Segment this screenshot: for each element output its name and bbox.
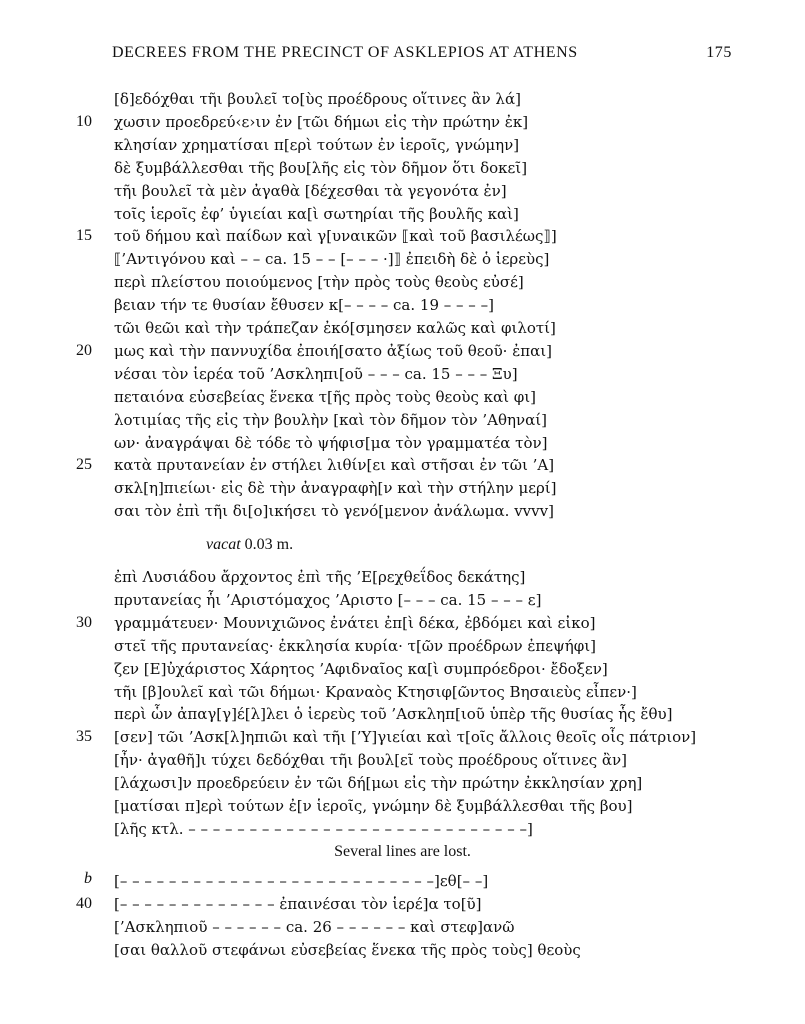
text-line [0, 409, 805, 431]
line-number: 15 [76, 227, 92, 245]
text-line [0, 635, 805, 657]
text-line [0, 294, 805, 316]
line-text: ⟦’Αντιγόνου καὶ – – ca. 15 – – [– – – ·]⟧ ἐπειδὴ δὲ ὁ ἱερεὺς] [114, 250, 550, 269]
line-text: πεταιόνα εὐσεβείας ἕνεκα τ[ῆς πρὸς τοὺς θεοὺς καὶ φι] [114, 387, 537, 406]
text-line [0, 939, 805, 961]
text-line [0, 432, 805, 454]
text-line [0, 612, 805, 634]
text-line [0, 134, 805, 156]
text-line [0, 386, 805, 408]
text-line [0, 870, 805, 892]
line-text: κλησίαν χρηματίσαι π[ερὶ τούτων ἐν ἱεροῖς, γνώμην] [114, 135, 520, 154]
text-line [0, 157, 805, 179]
line-text: χωσιν προεδρεύ‹ε›ιν ἐν [τῶι δήμωι εἰς τὴν πρώτην ἐκ] [114, 112, 529, 131]
line-text: ζεν [Ε]ὐχάριστος Χάρητος ’Αφιδναῖος κα[ὶ συμπρόεδροι· ἔδοξεν] [114, 659, 608, 678]
text-line [0, 566, 805, 588]
line-text: τοῖς ἱεροῖς ἐφ’ ὑγιείαι κα[ὶ σωτηρίαι τῆς βουλῆς καὶ] [114, 204, 519, 223]
text-line [0, 795, 805, 817]
line-text: νέσαι τὸν ἱερέα τοῦ ’Ασκληπι[οῦ – – – ca. 15 – – – Ξυ] [114, 364, 518, 383]
line-text: ἐπὶ Λυσιάδου ἄρχοντος ἐπὶ τῆς ’Ε[ρεχθεΐδος δεκάτης] [114, 568, 526, 586]
text-line [0, 248, 805, 270]
line-text: [δ]εδόχθαι τῆι βουλεῖ το[ὺς προέδρους οἵτινες ἂν λά] [114, 90, 521, 108]
text-line [0, 589, 805, 611]
text-line [0, 749, 805, 771]
line-text: [σεν] τῶι ’Ασκ[λ]ηπιῶι καὶ τῆι [’Υ]γιείαι καὶ τ[οῖς ἄλλοις θεοῖς οἷς πάτριον] [114, 728, 697, 747]
line-number: 25 [76, 456, 92, 474]
text-line [0, 703, 805, 725]
line-text: τῆι [β]ουλεῖ καὶ τῶι δήμωι· Κραναὸς Κτησιφ[ῶντος Βησαιεὺς εἶπεν·] [114, 682, 637, 701]
line-text: [ἦν· ἀγαθῆ]ι τύχει δεδόχθαι τῆι βουλ[εῖ τοὺς προέδρους οἵτινες ἂν] [114, 751, 627, 770]
line-text: γραμμάτευεν· Μουνιχιῶνος ἐνάτει ἐπ[ὶ δέκα, ἐβδόμει καὶ εἰκο] [114, 613, 596, 632]
text-line [0, 271, 805, 293]
line-text: ων· ἀναγράψαι δὲ τόδε τὸ ψήφισ[μα τὸν γραμματέα τὸν] [114, 433, 548, 452]
line-text: τῶι θεῶι καὶ τὴν τράπεζαν ἐκό[σμησεν καλῶς καὶ φιλοτί] [114, 319, 556, 337]
line-text: περὶ πλείστου ποιούμενος [τὴν πρὸς τοὺς θεοὺς εὐσέ] [114, 273, 524, 292]
text-line [0, 477, 805, 499]
line-text: περὶ ὧν ἀπαγ[γ]έ[λ]λει ὁ ἱερεὺς τοῦ ’Ασκληπ[ιοῦ ὑπὲρ τῆς θυσίας ἧς ἔθυ] [114, 705, 673, 724]
text-line [0, 340, 805, 362]
line-text: [– – – – – – – – – – – – – – – – – – – – – – – – – –]εθ[– –] [114, 872, 489, 890]
line-number: 10 [76, 112, 92, 130]
text-line [0, 916, 805, 938]
line-text: [ματίσαι π]ερὶ τούτων ἐ[ν ἱεροῖς, γνώμην δὲ ξυμβάλλεσθαι τῆς βου] [114, 797, 633, 815]
text-line [0, 225, 805, 247]
text-line [0, 363, 805, 385]
text-line [0, 500, 805, 522]
text-line [0, 180, 805, 202]
line-text: [λάχωσι]ν προεδρεύειν ἐν τῶι δή[μωι εἰς τὴν πρώτην ἐκκλησίαν χρη] [114, 774, 643, 793]
vacat-label: vacat [206, 536, 241, 553]
lost-lines-note: Several lines are lost. [334, 843, 471, 860]
vacat-note [206, 536, 293, 554]
line-text: κατὰ πρυτανείαν ἐν στήλει λιθίν[ει καὶ στῆσαι ἐν τῶι ’Α] [114, 456, 555, 475]
line-text: σκλ[η]πιείωι· εἰς δὲ τὴν ἀναγραφὴ[ν καὶ τὴν στήλην μερί] [114, 479, 557, 498]
line-text: πρυτανείας ἧι ’Αριστόμαχος ’Αριστο [– – – ca. 15 – – – ε] [114, 590, 542, 609]
line-text: τῆι βουλεῖ τὰ μὲν ἀγαθὰ [δέχεσθαι τὰ γεγονότα ἐν] [114, 181, 507, 200]
line-number: 35 [76, 728, 92, 746]
line-number: 40 [76, 894, 92, 912]
line-text: [λῆς κτλ. – – – – – – – – – – – – – – – – – – – – – – – – – – – –] [114, 819, 533, 838]
text-line [0, 772, 805, 794]
text-line [0, 203, 805, 225]
line-text: μως καὶ τὴν παννυχίδα ἐποιή[σατο ἀξίως τοῦ θεοῦ· ἐπαι] [114, 341, 552, 360]
line-number: 20 [76, 341, 92, 359]
vacat-measure: 0.03 m. [244, 536, 294, 553]
line-text: [’Ασκληπιοῦ – – – – – – ca. 26 – – – – – – καὶ στεφ]ανῶ [114, 917, 515, 936]
line-text: βειαν τήν τε θυσίαν ἔθυσεν κ[– – – – ca. 19 – – – –] [114, 296, 494, 315]
page-number: 175 [706, 44, 732, 61]
line-text: σαι τὸν ἐπὶ τῆι δι[ο]ικήσει τὸ γενό[μενον ἀνάλωμα. vvvv] [114, 502, 554, 521]
text-line [0, 317, 805, 339]
line-text: λοτιμίας τῆς εἰς τὴν βουλὴν [καὶ τὸν δῆμον τὸν ’Αθηναί] [114, 410, 548, 429]
text-line [0, 454, 805, 476]
text-line [0, 88, 805, 110]
text-line [0, 818, 805, 840]
text-line [0, 726, 805, 748]
line-text: [– – – – – – – – – – – – – ἐπαινέσαι τὸν ἱερέ]α το[ῦ] [114, 894, 482, 913]
line-number: 30 [76, 613, 92, 631]
line-text: τοῦ δήμου καὶ παίδων καὶ γ[υναικῶν ⟦καὶ τοῦ βασιλέως⟧] [114, 227, 557, 246]
running-title: DECREES FROM THE PRECINCT OF ASKLEPIOS AT ATHENS [112, 44, 578, 61]
text-line [0, 893, 805, 915]
line-text: δὲ ξυμβάλλεσθαι τῆς βου[λῆς εἰς τὸν δῆμον ὅτι δοκεῖ] [114, 158, 528, 177]
text-line [0, 111, 805, 133]
text-line [0, 681, 805, 703]
line-text: στεῖ τῆς πρυτανείας· ἐκκλησία κυρία· τ[ῶν προέδρων ἐπεψήφι] [114, 636, 597, 655]
fragment-b-label: b [84, 870, 92, 887]
line-text: [σαι θαλλοῦ στεφάνωι εὐσεβείας ἕνεκα τῆς πρὸς τοὺς] θεοὺς [114, 940, 581, 959]
text-line [0, 658, 805, 680]
